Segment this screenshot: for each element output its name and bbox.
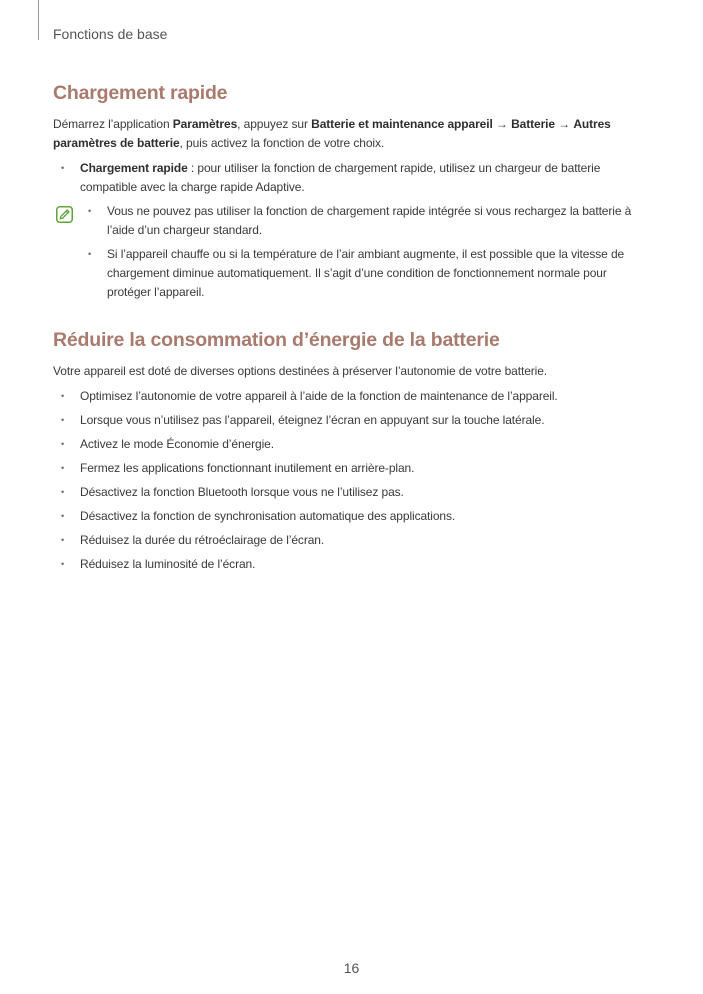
menu-path-settings: Paramètres [172,117,238,131]
list-item: • Lorsque vous n’utilisez pas l’appareil, éteignez l’écran en appuyant sur la touche latérale. [53,411,653,430]
section-reduce-consumption [53,329,653,574]
list-item: • Réduisez la durée du rétroéclairage de l’écran. [53,531,653,550]
section-fast-charging [53,82,653,302]
section-title: Chargement rapide [53,82,228,104]
menu-path-battery: Batterie [511,117,555,131]
list-item: • Désactivez la fonction de synchronisation automatique des applications. [53,507,653,526]
note-item: • Vous ne pouvez pas utiliser la fonction de chargement rapide intégrée si vous rechargez la batterie à l’aide d’un chargeur standard. [53,202,653,240]
list-item: • Réduisez la luminosité de l’écran. [53,555,653,574]
menu-path-more-battery-settings: Autres paramètres de batterie [53,117,611,150]
list-item: • Activez le mode Économie d’énergie. [53,435,653,454]
note-item: • Si l’appareil chauffe ou si la température de l’air ambiant augmente, il est possible que la vitesse de chargement diminue automatiquement. Il s’agit d’une condition de fonctionnement normale pour protéger l’appareil. [53,245,653,302]
list-item: • Chargement rapide : pour utiliser la fonction de chargement rapide, utilisez un chargeur de batterie compatible avec la charge rapide Adaptive. [53,159,653,197]
feature-list [53,159,653,197]
running-header: Fonctions de base [53,26,168,42]
header-divider [38,0,39,40]
list-item: • Optimisez l’autonomie de votre appareil à l’aide de la fonction de maintenance de l’appareil. [53,387,653,406]
feature-name: Chargement rapide [80,161,188,175]
list-item: • Fermez les applications fonctionnant inutilement en arrière-plan. [53,459,653,478]
note-list [53,202,653,302]
section-intro: Démarrez l’application Paramètres, appuyez sur Batterie et maintenance appareil → Batterie → Autres paramètres de batterie, puis activez la fonction de votre choix. [53,117,611,150]
menu-path-battery-device-care: Batterie et maintenance appareil [311,117,493,131]
section-intro: Votre appareil est doté de diverses options destinées à préserver l’autonomie de votre batterie. [53,364,548,378]
page-number: 16 [343,960,360,976]
tips-list [53,387,653,574]
page-content [53,82,653,579]
list-item: • Désactivez la fonction Bluetooth lorsque vous ne l’utilisez pas. [53,483,653,502]
section-title: Réduire la consommation d’énergie de la batterie [53,329,500,351]
note-block [53,202,653,302]
